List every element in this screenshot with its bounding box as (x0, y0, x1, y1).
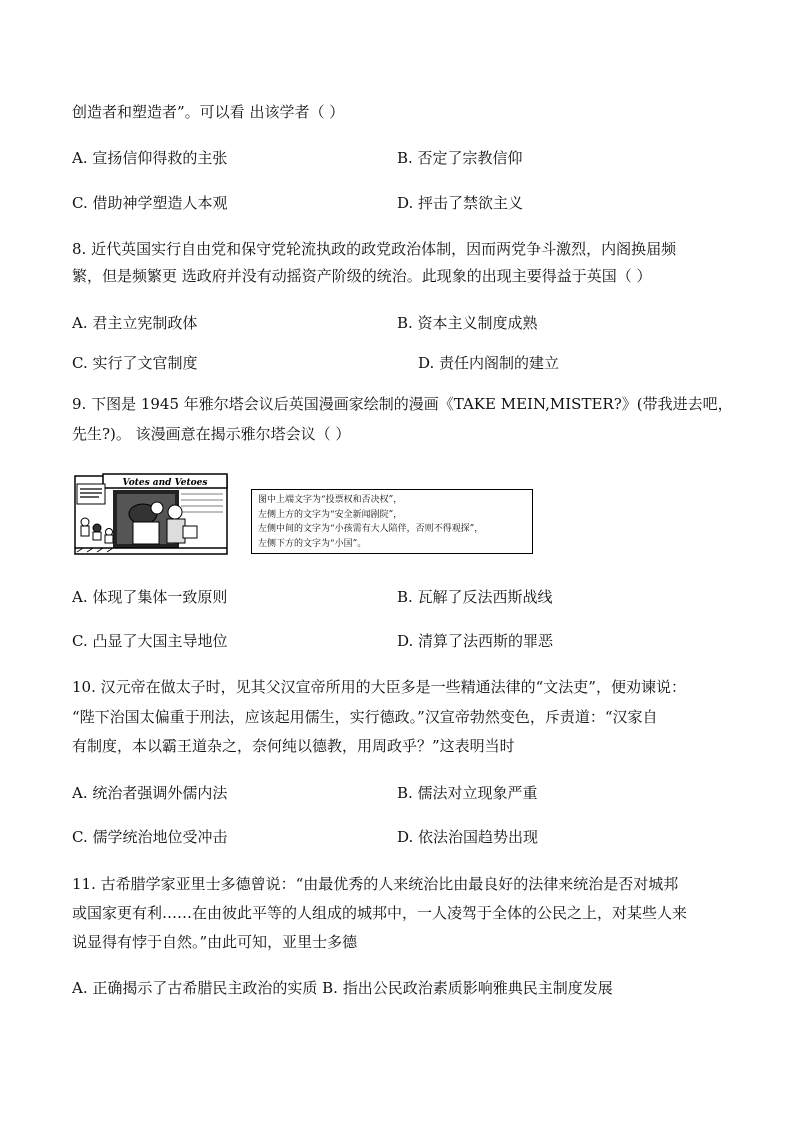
q8-option-c[interactable]: C. 实行了文官制度 (72, 354, 198, 372)
caption-line: 左侧上方的文字为“安全新闻剧院”， (258, 509, 403, 520)
q11-stem-line2: 或国家更有利……在由彼此平等的人组成的城邦中，一人凌驾于全体的公民之上，对某些人来 (72, 904, 688, 922)
q8-stem-line1: 8. 近代英国实行自由党和保守党轮流执政的政党政治体制，因而两党争斗激烈，内阁换届频 (72, 240, 677, 258)
q8-option-b[interactable]: B. 资本主义制度成熟 (397, 314, 538, 332)
cartoon-caption-box (251, 489, 533, 554)
q11-stem-line3: 说显得有悖于自然。”由此可知，亚里士多德 (72, 933, 358, 951)
q10-stem-line3: 有制度，本以霸王道杂之，奈何纯以德教，用周政乎？”这表明当时 (72, 737, 515, 755)
q10-option-b[interactable]: B. 儒法对立现象严重 (397, 784, 538, 802)
q7-option-b[interactable]: B. 否定了宗教信仰 (397, 149, 523, 167)
q8-stem-line2: 繁，但是频繁更 选政府并没有动摇资产阶级的统治。此现象的出现主要得益于英国（ ） (72, 267, 652, 285)
q11-options-ab[interactable]: A. 正确揭示了古希腊民主政治的实质 B. 指出公民政治素质影响雅典民主制度发展 (72, 979, 613, 997)
caption-line: 图中上端文字为“投票权和否决权”， (258, 495, 403, 505)
q10-option-c[interactable]: C. 儒学统治地位受冲击 (72, 828, 228, 846)
q9-option-b[interactable]: B. 瓦解了反法西斯战线 (397, 588, 553, 606)
q8-option-a[interactable]: A. 君主立宪制政体 (72, 314, 198, 332)
q9-stem-line2: 先生?)。 该漫画意在揭示雅尔塔会议（ ） (72, 425, 351, 443)
q10-stem-line2: “陛下治国太偏重于刑法，应该起用儒生，实行德政。”汉宣帝勃然变色，斥责道：“汉家自 (72, 708, 658, 726)
q7-option-d[interactable]: D. 抨击了禁欲主义 (397, 194, 524, 212)
q10-option-d[interactable]: D. 依法治国趋势出现 (397, 828, 539, 846)
q7-stem-tail: 创造者和塑造者”。可以看 出该学者（ ） (72, 103, 345, 121)
caption-line: 左侧下方的文字为“小国”。 (258, 538, 367, 549)
q8-option-d[interactable]: D. 责任内阁制的建立 (418, 354, 560, 372)
q9-stem-line1: 9. 下图是 1945 年雅尔塔会议后英国漫画家绘制的漫画《TAKE MEIN,MISTER?》(带我进去吧， (72, 395, 733, 413)
q9-option-a[interactable]: A. 体现了集体一致原则 (72, 588, 228, 606)
q10-stem-line1: 10. 汉元帝在做太子时，见其父汉宣帝所用的大臣多是一些精通法律的“文法吏”，便劝谏说： (72, 678, 686, 696)
caption-line: 左侧中间的文字为“小孩需有大人陪伴，否则不得观探”， (258, 524, 484, 534)
q11-stem-line1: 11. 古希腊学家亚里士多德曾说：“由最优秀的人来统治比由最良好的法律来统治是否对城邦 (72, 875, 679, 893)
cartoon-sign-text: Votes and Vetoes (122, 478, 208, 488)
q9-option-d[interactable]: D. 清算了法西斯的罪恶 (397, 632, 554, 650)
q10-option-a[interactable]: A. 统治者强调外儒内法 (72, 784, 228, 802)
q7-option-a[interactable]: A. 宣扬信仰得救的主张 (72, 149, 228, 167)
q7-option-c[interactable]: C. 借助神学塑造人本观 (72, 194, 228, 212)
cartoon-illustration (73, 470, 233, 556)
q9-option-c[interactable]: C. 凸显了大国主导地位 (72, 632, 228, 650)
